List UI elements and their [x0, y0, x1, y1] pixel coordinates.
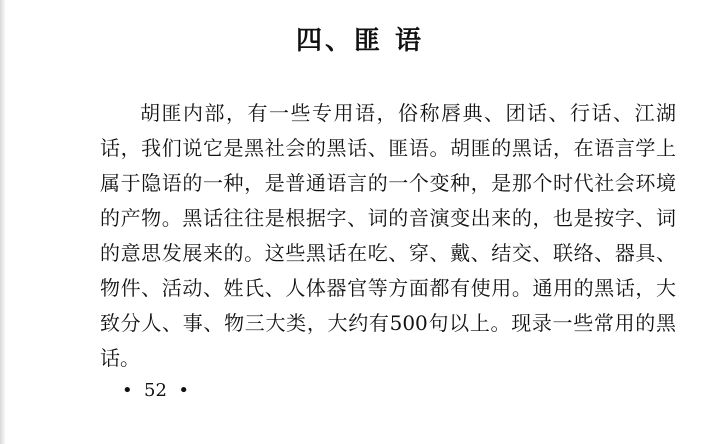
text-line: 致分人、事、物三大类，大约有500句以上。现录一些常用的黑	[100, 311, 676, 335]
text-line: 胡匪内部，有一些专用语，俗称唇典、团话、行话、江湖	[140, 101, 676, 125]
text-line: 的意思发展来的。这些黑话在吃、穿、戴、结交、联络、器具、	[100, 241, 676, 265]
page-number: • 52 •	[122, 380, 190, 401]
page-edge-shadow	[0, 0, 6, 444]
text-line: 话，我们说它是黑社会的黑话、匪语。胡匪的黑话，在语言学上	[100, 136, 676, 160]
text-line: 物件、活动、姓氏、人体器官等方面都有使用。通用的黑话，大	[100, 276, 676, 300]
body-paragraph	[100, 96, 676, 376]
section-title: 四、匪 语	[295, 26, 425, 56]
text-line: 属于隐语的一种，是普通语言的一个变种，是那个时代社会环境	[100, 171, 676, 195]
text-line: 话。	[100, 346, 140, 370]
text-line: 的产物。黑话往往是根据字、词的音演变出来的，也是按字、词	[100, 206, 676, 230]
